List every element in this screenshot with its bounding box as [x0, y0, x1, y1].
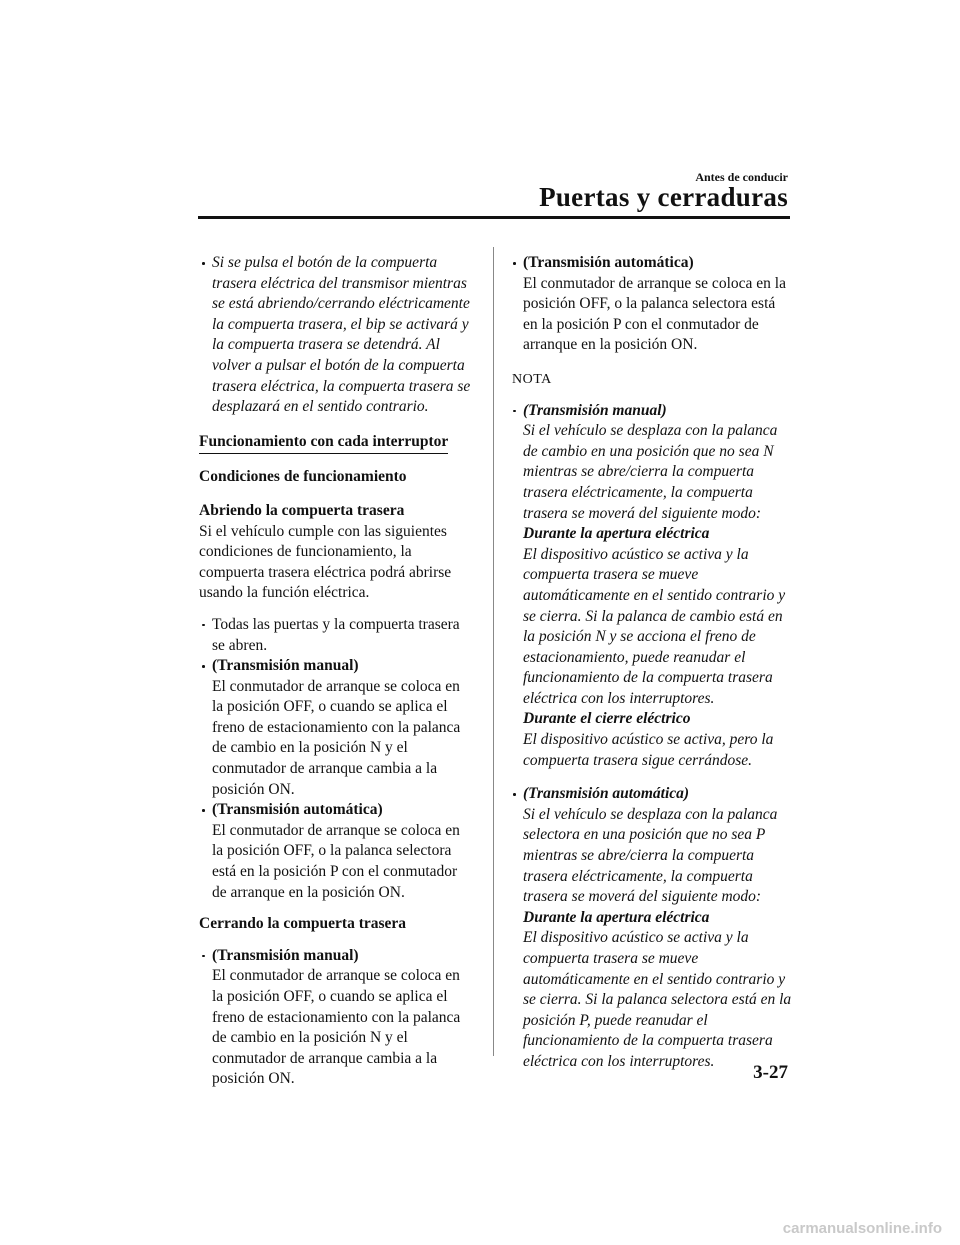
closing-bullet-1-title: (Transmisión manual) [212, 946, 359, 964]
nota-bullet-2-title: (Transmisión automática) [523, 785, 690, 803]
opening-text: Si el vehículo cumple con las siguientes condiciones de funcionamiento, la compuerta trasera eléctrica podrá abrirse usando la función eléctrica. [199, 522, 452, 602]
section-heading-wrap [199, 432, 471, 455]
opening-bullet-2 [199, 656, 471, 800]
bullet-dot [513, 410, 516, 413]
opening-bullet-3-title: (Transmisión automática) [212, 801, 383, 819]
bullet-dot [202, 262, 205, 265]
right-bullet-1-text: El conmutador de arranque se coloca en la posición OFF, o la palanca selectora está en la posición P con el conmutador de arranque en la posición ON. [523, 274, 786, 354]
nota-bullet-1-text: Si el vehículo se desplaza con la palanca de cambio en una posición que no sea N mientras se abre/cierra la compuerta trasera eléctricamente, la compuerta trasera se moverá del siguiente modo: [523, 422, 778, 522]
bullet-dot [513, 262, 516, 265]
nota-label: NOTA [512, 371, 552, 387]
page-number: 3-27 [753, 1062, 788, 1083]
nota-bullet-2 [510, 784, 792, 1072]
nota-bullet-2-open-text: El dispositivo acústico se activa y la compuerta trasera se mueve automáticamente en el sentido contrario y se cierra. Si la palanca selectora está en la posición P, puede reanudar el funcionamiento de la compuerta trasera eléctrica con los interruptores. [523, 929, 792, 1070]
nota-bullet-2-open-title: Durante la apertura eléctrica [523, 908, 710, 926]
intro-bullet [199, 253, 471, 418]
section-heading: Funcionamiento con cada interruptor [199, 432, 448, 455]
opening-bullet-1 [199, 615, 471, 656]
header-divider [198, 216, 790, 219]
bullet-dot [202, 809, 205, 812]
nota-bullet-1-close-title: Durante el cierre eléctrico [523, 710, 691, 728]
bullet-dot [513, 793, 516, 796]
closing-bullet-1 [199, 946, 471, 1090]
intro-bullet-text: Si se pulsa el botón de la compuerta trasera eléctrica del transmisor mientras se está abriendo/cerrando eléctricamente la compuerta trasera, el bip se activará y la compuerta trasera se detendrá. Al volver a pulsar el botón de la compuerta trasera eléctrica, la compuerta trasera se desplazará en el sentido contrario. [212, 254, 471, 416]
right-bullet-1 [510, 253, 792, 356]
nota-bullet-1 [510, 401, 792, 772]
closing-title: Cerrando la compuerta trasera [199, 915, 407, 933]
section-label: Antes de conducir [695, 170, 788, 184]
nota-bullet-1-open-title: Durante la apertura eléctrica [523, 525, 710, 543]
subheading: Condiciones de funcionamiento [199, 468, 407, 486]
opening-bullet-2-text: El conmutador de arranque se coloca en la posición OFF, o cuando se aplica el freno de estacionamiento con la palanca de cambio en la posición N y el conmutador de arranque cambia a la posición ON. [212, 677, 461, 798]
opening-bullet-3-text: El conmutador de arranque se coloca en la posición OFF, o la palanca selectora está en la posición P con el conmutador de arranque en la posición ON. [212, 821, 460, 901]
chapter-title: Puertas y cerraduras [539, 182, 788, 212]
left-column [199, 253, 471, 1090]
right-bullet-1-title: (Transmisión automática) [523, 254, 694, 271]
column-divider [493, 247, 494, 1056]
bullet-dot [202, 624, 205, 627]
opening-bullet-3 [199, 800, 471, 903]
bullet-dot [202, 955, 205, 958]
nota-bullet-2-text: Si el vehículo se desplaza con la palanca selectora en una posición que no sea P mientras se abre/cierra la compuerta trasera eléctricamente, la compuerta trasera se moverá del siguiente modo: [523, 805, 778, 906]
bullet-dot [202, 665, 205, 668]
closing-bullet-1-text: El conmutador de arranque se coloca en la posición OFF, o cuando se aplica el freno de estacionamiento con la palanca de cambio en la posición N y el conmutador de arranque cambia a la posición ON. [212, 967, 461, 1088]
nota-bullet-1-title: (Transmisión manual) [523, 401, 667, 419]
nota-bullet-1-open-text: El dispositivo acústico se activa y la compuerta trasera se mueve automáticamente en el sentido contrario y se cierra. Si la palanca de cambio está en la posición N y se acciona el freno de estacionamiento, puede reanudar el funcionamiento de la compuerta trasera eléctrica con los interruptores. [523, 545, 786, 707]
opening-bullet-1-text: Todas las puertas y la compuerta trasera se abren. [212, 615, 460, 654]
nota-bullet-1-close-text: El dispositivo acústico se activa, pero la compuerta trasera sigue cerrándose. [523, 731, 774, 769]
watermark: carmanualsonline.info [782, 1220, 942, 1237]
opening-title: Abriendo la compuerta trasera [199, 501, 405, 519]
opening-bullet-2-title: (Transmisión manual) [212, 657, 359, 675]
right-column [510, 253, 792, 1073]
